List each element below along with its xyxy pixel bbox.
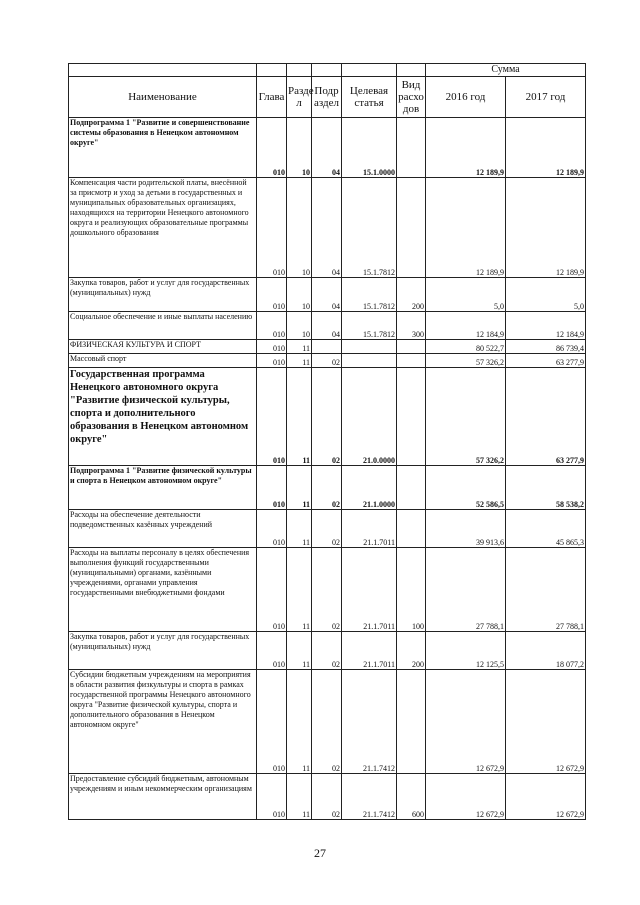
row-sum-2017: 27 788,1: [506, 548, 586, 632]
row-podrazdel: 02: [312, 354, 342, 368]
row-sum-2016: 27 788,1: [426, 548, 506, 632]
row-podrazdel: 02: [312, 466, 342, 510]
row-celevaya: 15.1.7812: [342, 178, 397, 278]
row-podrazdel: 02: [312, 548, 342, 632]
row-razdel: 11: [287, 368, 312, 466]
row-glava: 010: [257, 670, 287, 774]
row-name: Социальное обеспечение и иные выплаты населению: [69, 312, 257, 340]
glava-header: Глава: [257, 77, 287, 118]
row-celevaya: 15.1.7812: [342, 312, 397, 340]
row-razdel: 11: [287, 340, 312, 354]
row-name: Закупка товаров, работ и услуг для государственных (муниципальных) нужд: [69, 278, 257, 312]
row-celevaya: 15.1.0000: [342, 118, 397, 178]
row-razdel: 10: [287, 278, 312, 312]
row-celevaya: 21.1.7011: [342, 510, 397, 548]
row-celevaya: 21.0.0000: [342, 368, 397, 466]
row-podrazdel: 02: [312, 632, 342, 670]
header-top-blank: [69, 64, 257, 77]
row-sum-2016: 57 326,2: [426, 354, 506, 368]
row-sum-2017: 63 277,9: [506, 354, 586, 368]
row-sum-2016: 12 672,9: [426, 774, 506, 820]
row-sum-2017: 12 672,9: [506, 670, 586, 774]
year-2016-header: 2016 год: [426, 77, 506, 118]
row-podrazdel: 02: [312, 670, 342, 774]
row-sum-2017: 18 077,2: [506, 632, 586, 670]
row-vid: 300: [397, 312, 426, 340]
row-vid: 200: [397, 278, 426, 312]
row-celevaya: 21.1.7011: [342, 632, 397, 670]
budget-table: [68, 63, 586, 820]
row-podrazdel: 02: [312, 510, 342, 548]
row-sum-2016: 39 913,6: [426, 510, 506, 548]
row-sum-2016: 80 522,7: [426, 340, 506, 354]
row-name: Субсидии бюджетным учреждениям на мероприятия в области развития физкультуры и спорта в рамках государственной программы Ненецкого автономного округа "Развитие физической культуры, спорта и дополнительного образования в Ненецком автономном округе": [69, 670, 257, 774]
row-vid: 600: [397, 774, 426, 820]
row-glava: 010: [257, 368, 287, 466]
header-row: [69, 77, 586, 118]
row-razdel: 11: [287, 670, 312, 774]
row-sum-2017: 12 189,9: [506, 178, 586, 278]
table-row: [69, 466, 586, 510]
table-row: [69, 548, 586, 632]
row-sum-2017: 45 865,3: [506, 510, 586, 548]
row-sum-2016: 12 189,9: [426, 118, 506, 178]
header-top-row: [69, 64, 586, 77]
row-vid: [397, 340, 426, 354]
row-razdel: 11: [287, 632, 312, 670]
row-podrazdel: 04: [312, 312, 342, 340]
row-sum-2017: 12 184,9: [506, 312, 586, 340]
row-vid: [397, 510, 426, 548]
row-sum-2016: 5,0: [426, 278, 506, 312]
row-vid: [397, 466, 426, 510]
row-podrazdel: 04: [312, 118, 342, 178]
vid-header: Вид расхо дов: [397, 77, 426, 118]
row-vid: [397, 354, 426, 368]
row-vid: 100: [397, 548, 426, 632]
row-razdel: 10: [287, 178, 312, 278]
table-row: [69, 340, 586, 354]
row-glava: 010: [257, 178, 287, 278]
page-number: 27: [314, 846, 326, 860]
row-razdel: 11: [287, 354, 312, 368]
row-glava: 010: [257, 774, 287, 820]
row-sum-2017: 63 277,9: [506, 368, 586, 466]
row-sum-2017: 58 538,2: [506, 466, 586, 510]
table-row: [69, 312, 586, 340]
razdel-header: Разде л: [287, 77, 312, 118]
row-podrazdel: [312, 340, 342, 354]
sum-header: Сумма: [426, 64, 586, 77]
row-celevaya: 21.1.0000: [342, 466, 397, 510]
row-sum-2016: 12 184,9: [426, 312, 506, 340]
row-glava: 010: [257, 510, 287, 548]
row-sum-2016: 52 586,5: [426, 466, 506, 510]
row-podrazdel: 04: [312, 178, 342, 278]
table-row: [69, 632, 586, 670]
row-razdel: 11: [287, 510, 312, 548]
row-razdel: 11: [287, 548, 312, 632]
row-sum-2016: 12 189,9: [426, 178, 506, 278]
table-row: [69, 354, 586, 368]
row-celevaya: 21.1.7412: [342, 670, 397, 774]
row-vid: [397, 118, 426, 178]
row-razdel: 11: [287, 466, 312, 510]
podrazdel-header: Подр аздел: [312, 77, 342, 118]
row-sum-2017: 12 672,9: [506, 774, 586, 820]
row-celevaya: [342, 354, 397, 368]
table-row: [69, 368, 586, 466]
table-row: [69, 278, 586, 312]
row-razdel: 11: [287, 774, 312, 820]
row-name: Предоставление субсидий бюджетным, автономным учреждениям и иным некоммерческим организациям: [69, 774, 257, 820]
row-name: Подпрограмма 1 "Развитие физической культуры и спорта в Ненецком автономном округе": [69, 466, 257, 510]
row-celevaya: 21.1.7412: [342, 774, 397, 820]
row-glava: 010: [257, 548, 287, 632]
row-name: Подпрограмма 1 "Развитие и совершенствование системы образования в Ненецком автономном округе": [69, 118, 257, 178]
name-header: Наименование: [69, 77, 257, 118]
row-name: Массовый спорт: [69, 354, 257, 368]
row-sum-2017: 86 739,4: [506, 340, 586, 354]
table-row: [69, 774, 586, 820]
row-celevaya: 15.1.7812: [342, 278, 397, 312]
row-name: Компенсация части родительской платы, внесённой за присмотр и уход за детьми в государственных и муниципальных образовательных организациях, находящихся на территории Ненецкого автономного округа и реализующих образовательные программы дошкольного образования: [69, 178, 257, 278]
row-glava: 010: [257, 278, 287, 312]
celevaya-header: Целевая статья: [342, 77, 397, 118]
row-vid: 200: [397, 632, 426, 670]
row-celevaya: [342, 340, 397, 354]
row-glava: 010: [257, 354, 287, 368]
row-glava: 010: [257, 466, 287, 510]
row-vid: [397, 368, 426, 466]
row-vid: [397, 178, 426, 278]
row-razdel: 10: [287, 118, 312, 178]
row-name: Расходы на обеспечение деятельности подведомственных казённых учреждений: [69, 510, 257, 548]
year-2017-header: 2017 год: [506, 77, 586, 118]
table-row: [69, 118, 586, 178]
row-glava: 010: [257, 340, 287, 354]
table-row: [69, 670, 586, 774]
row-glava: 010: [257, 312, 287, 340]
row-sum-2016: 12 672,9: [426, 670, 506, 774]
row-name: Расходы на выплаты персоналу в целях обеспечения выполнения функций государственными (муниципальными) органами, казёнными учреждениями, органами управления государственными внебюджетными фондами: [69, 548, 257, 632]
row-celevaya: 21.1.7011: [342, 548, 397, 632]
row-vid: [397, 670, 426, 774]
row-razdel: 10: [287, 312, 312, 340]
row-sum-2016: 57 326,2: [426, 368, 506, 466]
row-name: ФИЗИЧЕСКАЯ КУЛЬТУРА И СПОРТ: [69, 340, 257, 354]
row-name: Государственная программа Ненецкого автономного округа "Развитие физической культуры, спорта и дополнительного образования в Ненецком автономном округе": [69, 368, 257, 466]
table-row: [69, 178, 586, 278]
row-glava: 010: [257, 118, 287, 178]
row-glava: 010: [257, 632, 287, 670]
row-podrazdel: 04: [312, 278, 342, 312]
row-name: Закупка товаров, работ и услуг для государственных (муниципальных) нужд: [69, 632, 257, 670]
table-row: [69, 510, 586, 548]
row-sum-2016: 12 125,5: [426, 632, 506, 670]
row-podrazdel: 02: [312, 774, 342, 820]
row-sum-2017: 5,0: [506, 278, 586, 312]
row-podrazdel: 02: [312, 368, 342, 466]
row-sum-2017: 12 189,9: [506, 118, 586, 178]
